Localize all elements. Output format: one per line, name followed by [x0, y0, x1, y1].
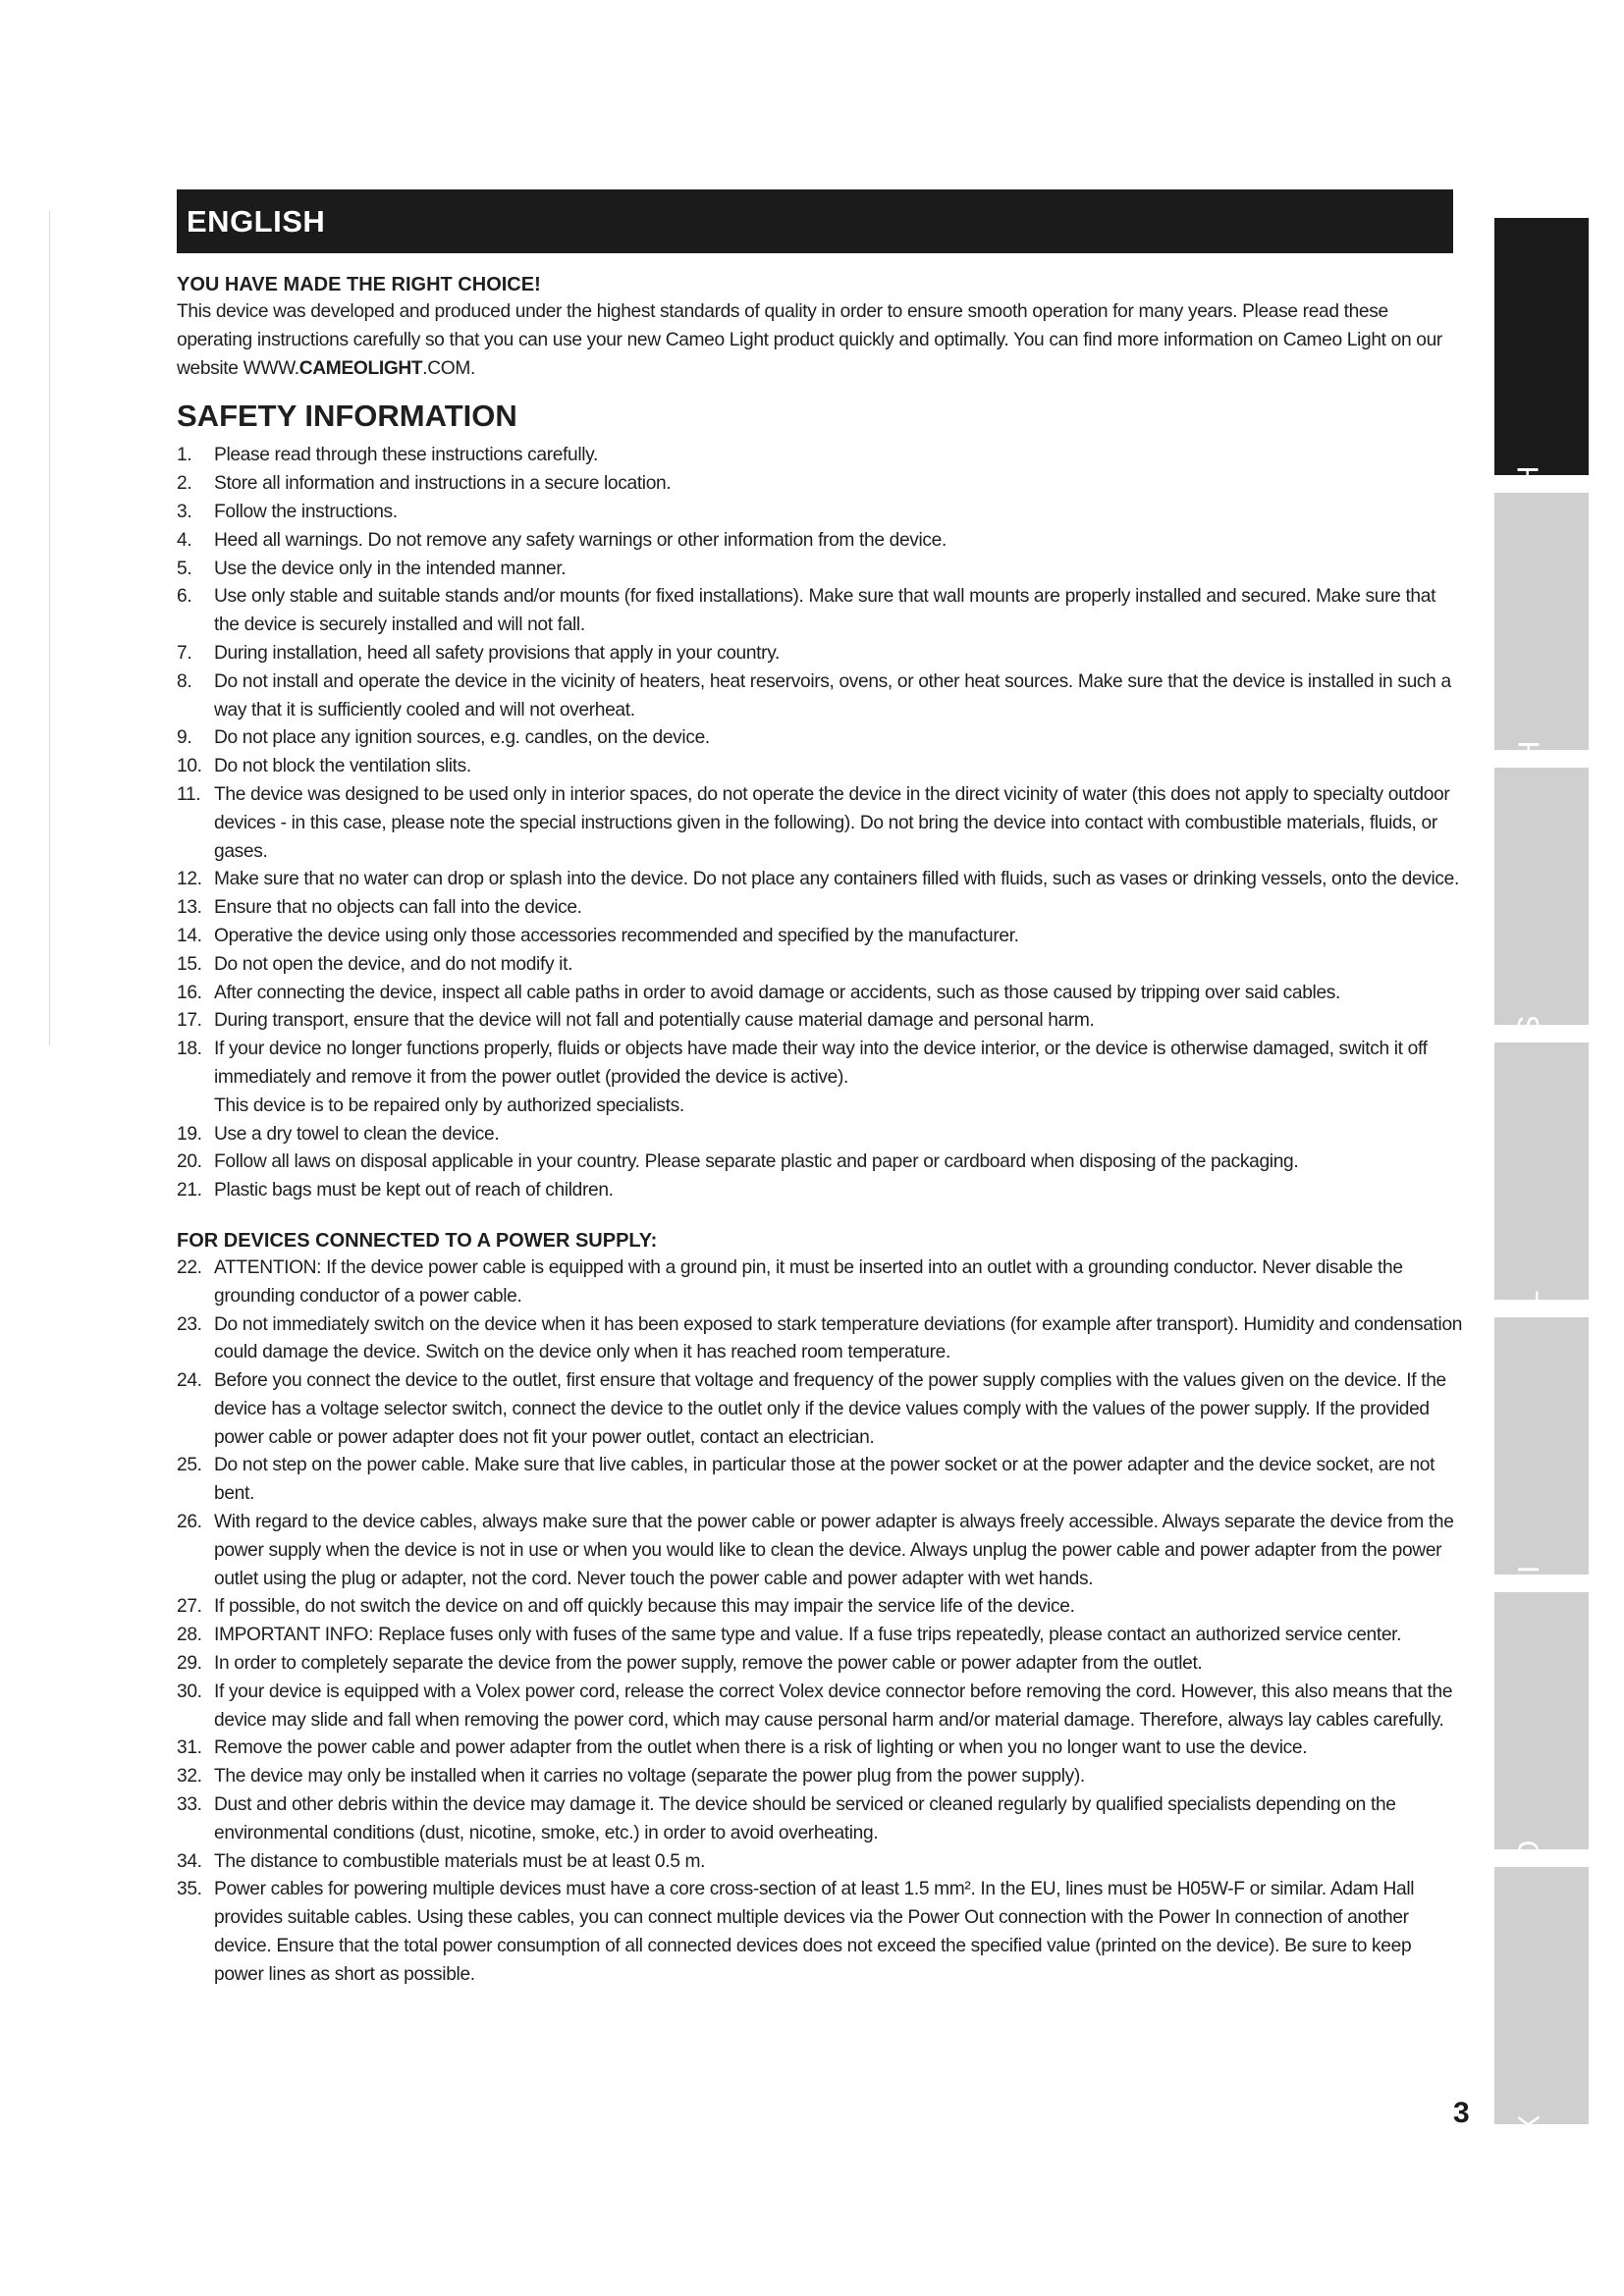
- item-number: 10.: [177, 756, 202, 777]
- safety-list: [177, 442, 1463, 1205]
- brand-name: CAMEOLIGHT: [298, 357, 423, 379]
- power-list: [177, 1255, 1463, 1990]
- list-item: [177, 1367, 1463, 1452]
- item-number: 7.: [177, 642, 192, 664]
- item-text: [214, 1121, 1463, 1149]
- tab-polski[interactable]: [1494, 1317, 1589, 1575]
- item-text: [214, 1735, 1463, 1763]
- list-item: [177, 1007, 1463, 1036]
- item-text: [214, 923, 1463, 951]
- item-number: 15.: [177, 953, 202, 975]
- list-item: [177, 866, 1463, 894]
- item-number: 29.: [177, 1653, 202, 1675]
- item-number: 4.: [177, 529, 192, 551]
- safety-heading: SAFETY INFORMATION: [177, 399, 517, 434]
- item-main-text: With regard to the device cables, always make sure that the power cable or power adapter is always freely accessible. Always separate the device from the power supply when the device is not in use or when you would like to clean the device. Always unplug the power cable and power adapter from the power outlet using the plug or adapter, not the cord. Never touch the power cable and power adapter with wet hands.: [214, 1512, 1454, 1589]
- intro-text: This device was developed and produced under the highest standards of quality in order to ensure smooth operation for many years. Please read these operating instructions carefully so that you can use your new Cameo Light product quickly and optimally. You can find more information on Cameo Light on our website WWW.: [177, 301, 1442, 379]
- tab-dmx[interactable]: [1494, 1867, 1589, 2184]
- item-number: 8.: [177, 670, 192, 692]
- item-main-text: Do not install and operate the device in the vicinity of heaters, heat reservoirs, ovens, or other heat sources. Make sure that the device is installed in such a way that it is sufficiently cooled and will not overheat.: [214, 670, 1451, 721]
- language-banner: ENGLISH: [177, 189, 1453, 253]
- item-text: [214, 1679, 1463, 1735]
- item-text: [214, 527, 1463, 556]
- item-text: [214, 1509, 1463, 1593]
- list-item: [177, 527, 1463, 556]
- item-text: [214, 556, 1463, 584]
- item-number: 24.: [177, 1370, 202, 1392]
- item-number: 33.: [177, 1794, 202, 1816]
- item-number: 3.: [177, 501, 192, 522]
- item-main-text: Use a dry towel to clean the device.: [214, 1123, 500, 1145]
- item-text: [214, 1367, 1463, 1452]
- item-number: 1.: [177, 445, 192, 466]
- list-item: [177, 442, 1463, 470]
- item-text: [214, 866, 1463, 894]
- item-text: [214, 1177, 1463, 1205]
- item-main-text: Follow the instructions.: [214, 501, 398, 522]
- item-text: [214, 442, 1463, 470]
- item-text: [214, 470, 1463, 499]
- list-item: [177, 556, 1463, 584]
- item-main-text: If your device no longer functions properly, fluids or objects have made their way into the device interior, or the device is otherwise damaged, switch it off immediately and remove it from the power outlet (provided the device is active).: [214, 1039, 1428, 1088]
- item-number: 20.: [177, 1151, 202, 1173]
- item-main-text: The device may only be installed when it carries no voltage (separate the power plug from the power supply).: [214, 1766, 1085, 1788]
- item-number: 31.: [177, 1737, 202, 1759]
- item-number: 23.: [177, 1313, 202, 1335]
- item-main-text: Power cables for powering multiple devices must have a core cross-section of at least 1.5 mm². In the EU, lines must be H05W-F or similar. Adam Hall provides suitable cables. Using these cables, you can connect multiple devices via the Power Out connection with the Power In connection of another device. Ensure that the total power consumption of all connected devices does not exceed the specified value (printed on the device). Be sure to keep power lines as short as possible.: [214, 1879, 1415, 1985]
- list-item: [177, 583, 1463, 640]
- item-text: [214, 499, 1463, 527]
- item-main-text: The device was designed to be used only in interior spaces, do not operate the device in the direct vicinity of water (this does not apply to specialty outdoor devices - in this case, please note the special instructions given in the following). Do not bring the device into contact with combustible materials, fluids, or gases.: [214, 783, 1450, 862]
- power-heading: FOR DEVICES CONNECTED TO A POWER SUPPLY:: [177, 1229, 658, 1252]
- list-item: [177, 1791, 1463, 1848]
- item-number: 25.: [177, 1455, 202, 1476]
- item-text: [214, 668, 1463, 725]
- item-main-text: Follow all laws on disposal applicable in your country. Please separate plastic and paper or cardboard when disposing of the packaging.: [214, 1151, 1299, 1173]
- item-number: 34.: [177, 1850, 202, 1872]
- item-main-text: Remove the power cable and power adapter from the outlet when there is a risk of lighting or when you no longer want to use the device.: [214, 1737, 1308, 1759]
- list-item: [177, 1311, 1463, 1368]
- item-main-text: Plastic bags must be kept out of reach of children.: [214, 1180, 614, 1201]
- intro-text-end: .COM.: [422, 357, 475, 379]
- item-text: [214, 1763, 1463, 1791]
- item-main-text: ATTENTION: If the device power cable is equipped with a ground pin, it must be inserted into an outlet with a grounding conductor. Never disable the grounding conductor of a power cable.: [214, 1256, 1403, 1307]
- item-main-text: Do not immediately switch on the device when it has been exposed to stark temperature deviations (for example after transport). Humidity and condensation could damage the device. Switch on the device only when it has reached room temperature.: [214, 1313, 1463, 1363]
- item-text: [214, 894, 1463, 923]
- list-item: [177, 1509, 1463, 1593]
- item-number: 9.: [177, 727, 192, 749]
- item-number: 16.: [177, 982, 202, 1003]
- item-number: 27.: [177, 1596, 202, 1618]
- item-main-text: Do not place any ignition sources, e.g. candles, on the device.: [214, 727, 710, 749]
- tab-italiano[interactable]: [1494, 1592, 1589, 1849]
- item-text: [214, 1876, 1463, 1989]
- list-item: [177, 1679, 1463, 1735]
- item-text: [214, 1148, 1463, 1177]
- list-item: [177, 668, 1463, 725]
- item-number: 5.: [177, 558, 192, 579]
- list-item: [177, 1255, 1463, 1311]
- item-main-text: Heed all warnings. Do not remove any safety warnings or other information from the device.: [214, 529, 947, 551]
- list-item: [177, 470, 1463, 499]
- item-number: 17.: [177, 1010, 202, 1032]
- list-item: [177, 1763, 1463, 1791]
- item-main-text: Store all information and instructions in a secure location.: [214, 473, 672, 495]
- item-number: 14.: [177, 925, 202, 946]
- item-text: [214, 583, 1463, 640]
- item-main-text: Dust and other debris within the device may damage it. The device should be serviced or cleaned regularly by qualified specialists depending on the environmental conditions (dust, nicotine, smoke, etc.) in order to avoid overheating.: [214, 1794, 1396, 1843]
- list-item: [177, 1148, 1463, 1177]
- item-text: [214, 724, 1463, 753]
- tab-english[interactable]: [1494, 218, 1589, 475]
- item-text: [214, 1452, 1463, 1509]
- intro-paragraph: [177, 298, 1463, 383]
- list-item: [177, 640, 1463, 668]
- tab-français[interactable]: [1494, 768, 1589, 1025]
- main-content: [177, 271, 1463, 1990]
- item-main-text: During installation, heed all safety provisions that apply in your country.: [214, 642, 780, 664]
- item-text: [214, 1007, 1463, 1036]
- item-text: [214, 1650, 1463, 1679]
- list-item: [177, 1121, 1463, 1149]
- list-item: [177, 1735, 1463, 1763]
- item-main-text: If possible, do not switch the device on and off quickly because this may impair the service life of the device.: [214, 1596, 1075, 1618]
- item-main-text: After connecting the device, inspect all cable paths in order to avoid damage or accidents, such as those caused by tripping over said cables.: [214, 982, 1341, 1003]
- item-number: 22.: [177, 1256, 202, 1278]
- item-number: 2.: [177, 473, 192, 495]
- list-item: [177, 1848, 1463, 1877]
- item-text: [214, 1036, 1463, 1120]
- item-text: [214, 1593, 1463, 1622]
- item-main-text: Operative the device using only those accessories recommended and specified by the manufacturer.: [214, 925, 1019, 946]
- item-number: 13.: [177, 897, 202, 919]
- item-main-text: Use only stable and suitable stands and/or mounts (for fixed installations). Make sure that wall mounts are properly installed and secured. Make sure that the device is securely installed and will not fall.: [214, 586, 1436, 636]
- item-number: 19.: [177, 1123, 202, 1145]
- list-item: [177, 1177, 1463, 1205]
- list-item: [177, 1036, 1463, 1120]
- margin-rule: [49, 211, 50, 1045]
- item-number: 30.: [177, 1681, 202, 1702]
- list-item: [177, 753, 1463, 781]
- list-item: [177, 980, 1463, 1008]
- item-text: [214, 753, 1463, 781]
- item-main-text: IMPORTANT INFO: Replace fuses only with fuses of the same type and value. If a fuse trips repeatedly, please contact an authorized service center.: [214, 1625, 1402, 1646]
- item-text: [214, 1848, 1463, 1877]
- item-main-text: Make sure that no water can drop or splash into the device. Do not place any containers filled with fluids, such as vases or drinking vessels, onto the device.: [214, 869, 1459, 890]
- item-text: [214, 951, 1463, 980]
- list-item: [177, 1876, 1463, 1989]
- item-text: [214, 1791, 1463, 1848]
- tab-español[interactable]: [1494, 1042, 1589, 1300]
- list-item: [177, 894, 1463, 923]
- list-item: [177, 1622, 1463, 1650]
- item-text: [214, 781, 1463, 866]
- list-item: [177, 781, 1463, 866]
- list-item: [177, 1650, 1463, 1679]
- item-number: 32.: [177, 1766, 202, 1788]
- list-item: [177, 1593, 1463, 1622]
- page-number: 3: [1453, 2097, 1470, 2129]
- item-text: [214, 980, 1463, 1008]
- item-main-text: The distance to combustible materials must be at least 0.5 m.: [214, 1850, 706, 1872]
- list-item: [177, 499, 1463, 527]
- item-main-text: Ensure that no objects can fall into the device.: [214, 897, 582, 919]
- item-number: 11.: [177, 783, 201, 805]
- item-main-text: Do not step on the power cable. Make sure that live cables, in particular those at the power socket or at the power adapter and the device socket, are not bent.: [214, 1455, 1435, 1505]
- item-main-text: Do not open the device, and do not modify it.: [214, 953, 573, 975]
- item-text: [214, 1255, 1463, 1311]
- intro-heading: YOU HAVE MADE THE RIGHT CHOICE!: [177, 274, 541, 295]
- item-text: [214, 1622, 1463, 1650]
- list-item: [177, 951, 1463, 980]
- list-item: [177, 1452, 1463, 1509]
- item-number: 6.: [177, 586, 192, 608]
- list-item: [177, 923, 1463, 951]
- item-main-text: During transport, ensure that the device will not fall and potentially cause material damage and personal harm.: [214, 1010, 1095, 1032]
- item-main-text: Before you connect the device to the outlet, first ensure that voltage and frequency of the power supply complies with the values given on the device. If the device has a voltage selector switch, connect the device to the outlet only if the device values comply with the values of the power supply. If the provided power cable or power adapter does not fit your power outlet, contact an electrician.: [214, 1370, 1446, 1448]
- item-main-text: Do not block the ventilation slits.: [214, 756, 471, 777]
- item-main-text: If your device is equipped with a Volex power cord, release the correct Volex device connector before removing the cord. However, this also means that the device may slide and fall when removing the power cord, which may cause personal harm and/or material damage. Therefore, always lay cables carefully.: [214, 1681, 1453, 1731]
- item-number: 28.: [177, 1625, 202, 1646]
- tab-label: DMX: [1511, 2114, 1545, 2184]
- item-text: [214, 1311, 1463, 1368]
- item-main-text: Please read through these instructions carefully.: [214, 445, 598, 466]
- item-number: 21.: [177, 1180, 202, 1201]
- item-number: 12.: [177, 869, 202, 890]
- item-extra-text: This device is to be repaired only by authorized specialists.: [214, 1095, 684, 1116]
- tab-deutsch[interactable]: [1494, 493, 1589, 750]
- item-main-text: In order to completely separate the device from the power supply, remove the power cable or power adapter from the outlet.: [214, 1653, 1203, 1675]
- list-item: [177, 724, 1463, 753]
- item-text: [214, 640, 1463, 668]
- item-number: 35.: [177, 1879, 202, 1900]
- item-main-text: Use the device only in the intended manner.: [214, 558, 567, 579]
- item-number: 26.: [177, 1512, 202, 1533]
- item-number: 18.: [177, 1039, 202, 1060]
